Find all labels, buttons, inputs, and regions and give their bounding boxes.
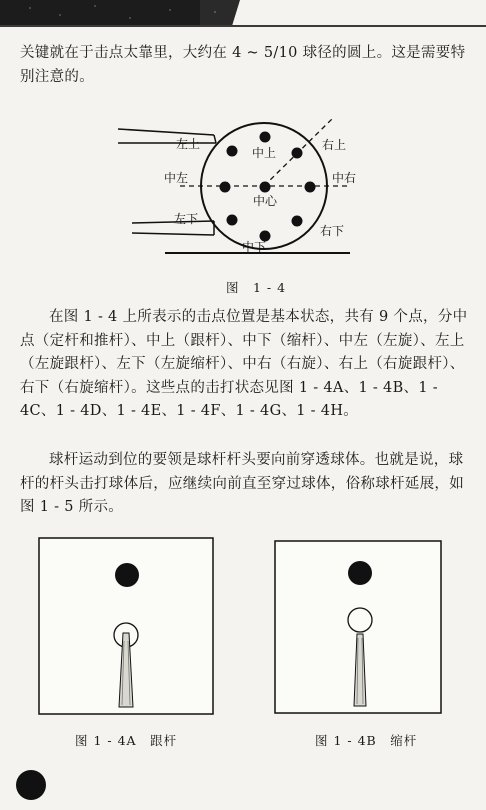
page-corner-mark bbox=[16, 770, 46, 800]
label-bottom-left: 左下 bbox=[174, 212, 199, 226]
paragraph-intro: 关键就在于击点太靠里，大约在 4 ~ 5/10 球径的圆上。这是需要特别注意的。 bbox=[20, 45, 466, 85]
paragraph-follow-through: 球杆运动到位的要领是球杆杆头要向前穿透球体。也就是说，球杆的杆头击打球体后，应继续向前直至穿过球体，俗称球杆延展，如图 1 - 5 所示。 bbox=[20, 452, 464, 515]
label-mid-right: 中右 bbox=[332, 171, 357, 185]
figure-1-4-diagram bbox=[110, 113, 370, 263]
figure-1-4B-caption: 图 1 - 4B 缩杆 bbox=[315, 733, 418, 748]
figure-1-4A-follow-shot bbox=[38, 537, 214, 715]
label-mid-left: 中左 bbox=[164, 171, 189, 185]
label-bottom-center: 中下 bbox=[242, 240, 267, 254]
paragraph-hit-points: 在图 1 - 4 上所表示的击点位置是基本状态，共有 9 个点，分中点（定杆和推杆）、中上（跟杆）、中下（缩杆）、中左（左旋）、左上（左旋跟杆）、左下（左旋缩杆）、中右（右旋）、右上（右旋跟杆）、右下（右旋缩杆）。这些点的击打状态见图 1 - 4A、1 - 4B、1 - 4C、1 - 4D、1 - 4E、1 - 4F、1 - 4G、1 - 4H。 bbox=[20, 309, 468, 419]
label-bottom-right: 右下 bbox=[320, 224, 345, 238]
figure-1-4A-caption: 图 1 - 4A 跟杆 bbox=[75, 733, 178, 748]
label-center: 中心 bbox=[253, 194, 278, 208]
figure-1-4-caption: 图 1 - 4 bbox=[226, 280, 287, 295]
page-header-band bbox=[0, 0, 486, 28]
label-top-right: 右上 bbox=[322, 138, 347, 152]
figure-1-4B-draw-shot bbox=[274, 540, 442, 714]
label-top-left: 左上 bbox=[176, 137, 201, 151]
label-top-center: 中上 bbox=[252, 146, 277, 160]
